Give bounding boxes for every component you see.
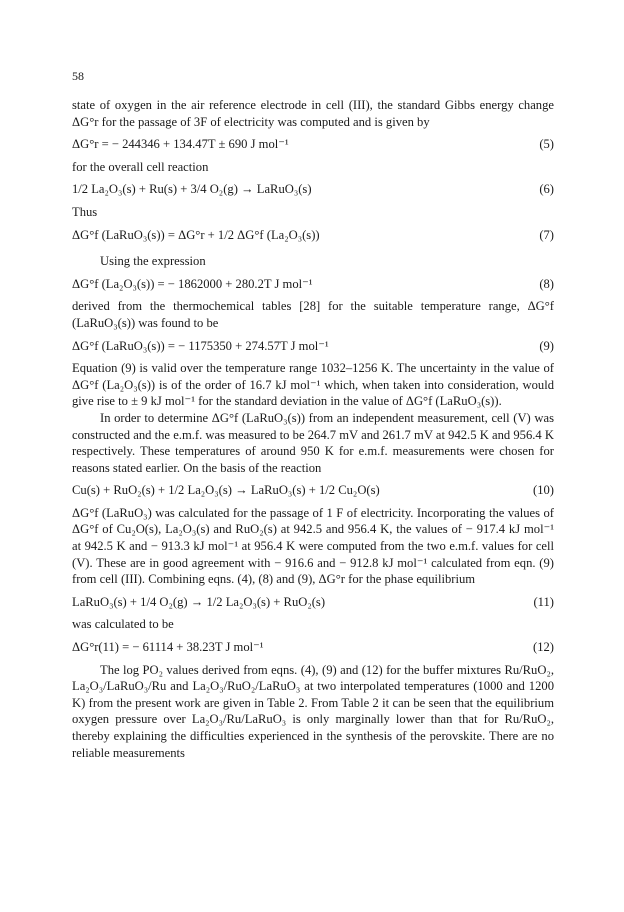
equation-number: (12) — [533, 640, 554, 655]
equation-number: (7) — [539, 227, 554, 242]
equation-text: ΔG°r = − 244346 + 134.47T ± 690 J mol⁻¹ — [72, 137, 289, 152]
equation-number: (10) — [533, 483, 554, 498]
paragraph: derived from the thermochemical tables [28] for the suitable temperature range, ΔG°f (LaRuO₃(s)) was found to be — [72, 299, 554, 330]
equation-number: (8) — [539, 276, 554, 291]
equation-text: ΔG°r(11) = − 61114 + 38.23T J mol⁻¹ — [72, 640, 264, 655]
equation-text: ΔG°f (LaRuO₃(s)) = − 1175350 + 274.57T J mol⁻¹ — [72, 338, 329, 353]
paragraph: Equation (9) is valid over the temperature range 1032–1256 K. The uncertainty in the value of ΔG°f (La₂O₃(s)) is of the order of 16.7 kJ mol⁻¹ which, when taken into consideration, would give rise to ± 9 kJ mol⁻¹ for the standard deviation in the value of ΔG°f (LaRuO₃(s)). — [72, 361, 554, 409]
equation-6 — [72, 181, 554, 198]
equation-10 — [72, 482, 554, 499]
equation-number: (9) — [539, 338, 554, 353]
equation-text: LaRuO₃(s) + 1/4 O₂(g) → 1/2 La₂O₃(s) + RuO₂(s) — [72, 594, 326, 609]
paragraph: was calculated to be — [72, 617, 174, 632]
paragraph: Using the expression — [100, 254, 206, 269]
paragraph: state of oxygen in the air reference electrode in cell (III), the standard Gibbs energy change ΔG°r for the passage of 3F of electricity was computed and is given by — [72, 98, 554, 129]
equation-number: (5) — [539, 137, 554, 152]
paragraph: Thus — [72, 204, 98, 219]
equation-12 — [72, 639, 554, 656]
paragraph: In order to determine ΔG°f (LaRuO₃(s)) from an independent measurement, cell (V) was constructed and the e.m.f. was measured to be 264.7 mV and 261.7 mV at 942.5 K and 956.4 K respectively. These temperatures of around 950 K for e.m.f. measurements were chosen for reasons stated earlier. On the basis of the reaction — [72, 410, 554, 475]
equation-5 — [72, 136, 554, 153]
equation-8 — [72, 276, 554, 293]
equation-number: (6) — [539, 182, 554, 197]
equation-text: ΔG°f (La₂O₃(s)) = − 1862000 + 280.2T J mol⁻¹ — [72, 276, 313, 291]
paragraph: for the overall cell reaction — [72, 159, 209, 174]
paragraph: ΔG°f (LaRuO₃) was calculated for the passage of 1 F of electricity. Incorporating the values of ΔG°f of Cu₂O(s), La₂O₃(s) and RuO₂(s) at 942.5 and 956.4 K, the values of − 917.4 kJ mol⁻¹ at 942.5 K and − 913.3 kJ mol⁻¹ at 956.4 K were computed from the two e.m.f. values for cell (V). These are in good agreement with − 916.6 and − 912.8 kJ mol⁻¹ calculated from eqn. (9) from cell (III). Combining eqns. (4), (8) and (9), ΔG°r for the phase equilibrium — [72, 505, 554, 587]
equation-text: Cu(s) + RuO₂(s) + 1/2 La₂O₃(s) → LaRuO₃(s) + 1/2 Cu₂O(s) — [72, 483, 380, 498]
equation-11 — [72, 594, 554, 611]
equation-7 — [72, 227, 554, 244]
equation-9 — [72, 338, 554, 355]
body-text — [72, 97, 554, 761]
equation-text: 1/2 La₂O₃(s) + Ru(s) + 3/4 O₂(g) → LaRuO₃(s) — [72, 182, 312, 197]
equation-text: ΔG°f (LaRuO₃(s)) = ΔG°r + 1/2 ΔG°f (La₂O₃(s)) — [72, 227, 320, 242]
page-number: 58 — [72, 69, 84, 83]
equation-number: (11) — [533, 594, 554, 609]
paragraph: The log PO₂ values derived from eqns. (4), (9) and (12) for the buffer mixtures Ru/RuO₂, La₂O₃/LaRuO₃/Ru and La₂O₃/RuO₂/LaRuO₃ at two interpolated temperatures (1000 and 1200 K) from the present work are given in Table 2. From Table 2 it can be seen that the equilibrium oxygen pressure over La₂O₃/Ru/LaRuO₃ is only marginally lower than that for Ru/RuO₂, thereby explaining the difficulties experienced in the synthesis of the perovskite. There are no reliable measurements — [72, 662, 554, 760]
